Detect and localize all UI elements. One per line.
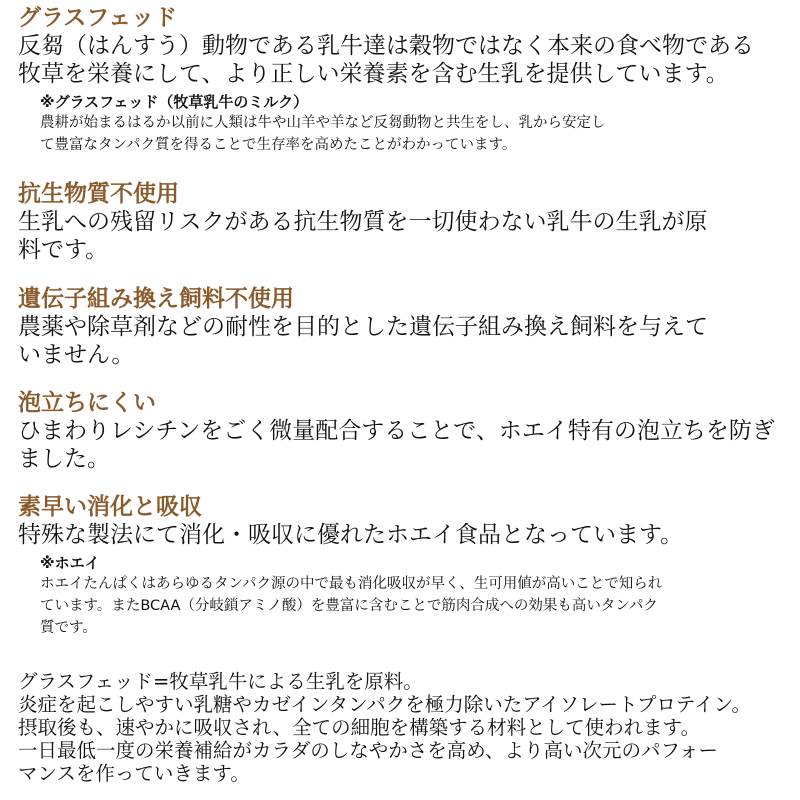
section-body-line: 特殊な製法にて消化・吸収に優れたホエイ食品となっています。 [18,522,684,548]
section-body-line: 生乳への残留リスクがある抗生物質を一切使わない乳牛の生乳が原 [18,209,708,235]
section-heading: 素早い消化と吸収 [18,494,202,520]
section-body-line: 反芻（はんすう）動物である乳牛達は穀物ではなく本来の食べ物である [18,33,754,59]
section-low-foaming [0,389,800,473]
section-no-antibiotics [0,180,800,264]
section-body-line: ました。 [18,446,110,472]
summary-block [0,670,800,785]
section-grass-fed [0,4,800,156]
note-line: ています。またBCAA（分岐鎖アミノ酸）を豊富に含むことで筋肉合成への効果も高いタンパク [40,598,658,614]
note-line: 農耕が始まるはるか以前に人類は牛や山羊や羊など反芻動物と共生をし、乳から安定し [40,115,606,131]
section-fast-digestion [0,493,800,639]
summary-line: 摂取後も、速やかに吸収され、全ての細胞を構築する材料として使われます。 [18,716,701,739]
summary-line: グラスフェッド=牧草乳牛による生乳を原料。 [18,670,423,693]
note-line: ホエイたんぱくはあらゆるタンパク源の中で最も消化吸収が早く、生可用値が高いことで知られ [40,576,663,592]
summary-line: 炎症を起こしやすい乳糖やカゼインタンパクを極力除いたアイソレートプロテイン。 [18,693,752,716]
section-heading: 泡立ちにくい [18,390,156,416]
section-body-line: ひまわりレシチンをごく微量配合することで、ホエイ特有の泡立ちを防ぎ [18,418,775,444]
note-line: 質です。 [40,620,97,636]
note-title: ※グラスフェッド（牧草乳牛のミルク） [40,93,309,111]
section-body-line: いません。 [18,342,135,368]
section-body-line: 料です。 [18,237,109,263]
section-heading: 遺伝子組み換え飼料不使用 [18,286,294,312]
section-heading: グラスフェッド [18,5,178,31]
summary-line: 一日最低一度の栄養補給がカラダのしなやかさを高め、より高い次元のパフォー [18,739,719,762]
note-line: て豊富なタンパク質を得ることで生存率を高めたことがわかっています。 [40,137,517,153]
summary-line: マンスを作っていきます。 [18,762,250,785]
section-body-line: 農薬や除草剤などの耐性を目的とした遺伝子組み換え飼料を与えて [18,314,708,340]
section-heading: 抗生物質不使用 [18,181,179,207]
section-non-gmo-feed [0,285,800,369]
note-title: ※ホエイ [40,554,100,572]
section-body-line: 牧草を栄養にして、より正しい栄養素を含む生乳を提供しています。 [18,61,729,87]
